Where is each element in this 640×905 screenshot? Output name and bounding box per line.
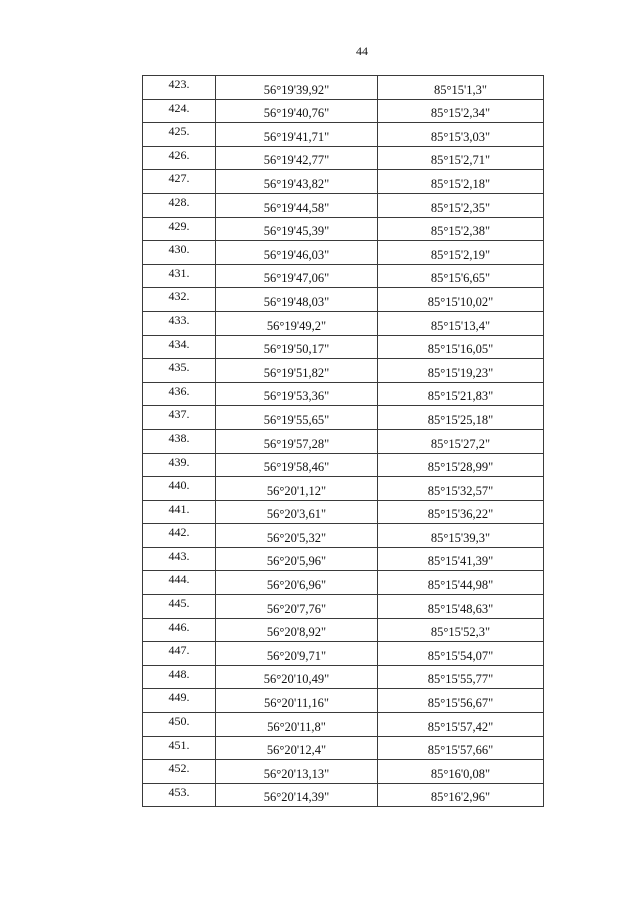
point-number-cell: 451.: [143, 736, 216, 760]
point-number-cell: 445.: [143, 595, 216, 619]
point-number-cell: 428.: [143, 193, 216, 217]
table-row: [143, 642, 544, 666]
table-row: [143, 713, 544, 737]
latitude-cell: 56°20'7,76": [216, 595, 378, 619]
longitude-cell: 85°15'2,19": [378, 241, 544, 265]
point-number-cell: 441.: [143, 500, 216, 524]
longitude-cell: 85°15'2,71": [378, 146, 544, 170]
longitude-cell: 85°15'55,77": [378, 665, 544, 689]
latitude-cell: 56°20'5,32": [216, 524, 378, 548]
longitude-cell: 85°16'2,96": [378, 783, 544, 807]
latitude-cell: 56°19'58,46": [216, 453, 378, 477]
latitude-cell: 56°19'42,77": [216, 146, 378, 170]
longitude-cell: 85°15'19,23": [378, 359, 544, 383]
longitude-cell: 85°15'32,57": [378, 477, 544, 501]
latitude-cell: 56°19'49,2": [216, 311, 378, 335]
table-row: [143, 453, 544, 477]
latitude-cell: 56°19'43,82": [216, 170, 378, 194]
table-row: [143, 264, 544, 288]
table-row: [143, 193, 544, 217]
table-row: [143, 123, 544, 147]
longitude-cell: 85°15'21,83": [378, 382, 544, 406]
longitude-cell: 85°15'48,63": [378, 595, 544, 619]
latitude-cell: 56°20'11,8": [216, 713, 378, 737]
table-row: [143, 76, 544, 100]
point-number-cell: 437.: [143, 406, 216, 430]
longitude-cell: 85°15'2,35": [378, 193, 544, 217]
point-number-cell: 434.: [143, 335, 216, 359]
point-number-cell: 432.: [143, 288, 216, 312]
table-row: [143, 146, 544, 170]
point-number-cell: 433.: [143, 311, 216, 335]
table-row: [143, 288, 544, 312]
latitude-cell: 56°19'53,36": [216, 382, 378, 406]
latitude-cell: 56°19'40,76": [216, 99, 378, 123]
longitude-cell: 85°15'1,3": [378, 76, 544, 100]
latitude-cell: 56°20'14,39": [216, 783, 378, 807]
point-number-cell: 448.: [143, 665, 216, 689]
table-row: [143, 217, 544, 241]
longitude-cell: 85°15'52,3": [378, 618, 544, 642]
latitude-cell: 56°19'51,82": [216, 359, 378, 383]
latitude-cell: 56°19'55,65": [216, 406, 378, 430]
latitude-cell: 56°20'1,12": [216, 477, 378, 501]
point-number-cell: 424.: [143, 99, 216, 123]
point-number-cell: 450.: [143, 713, 216, 737]
longitude-cell: 85°15'2,38": [378, 217, 544, 241]
table-row: [143, 429, 544, 453]
point-number-cell: 443.: [143, 547, 216, 571]
page-number: 44: [356, 44, 368, 58]
latitude-cell: 56°19'39,92": [216, 76, 378, 100]
latitude-cell: 56°20'13,13": [216, 760, 378, 784]
latitude-cell: 56°20'6,96": [216, 571, 378, 595]
latitude-cell: 56°20'9,71": [216, 642, 378, 666]
table-row: [143, 170, 544, 194]
longitude-cell: 85°15'6,65": [378, 264, 544, 288]
table-row: [143, 618, 544, 642]
table-row: [143, 665, 544, 689]
point-number-cell: 425.: [143, 123, 216, 147]
point-number-cell: 453.: [143, 783, 216, 807]
longitude-cell: 85°15'16,05": [378, 335, 544, 359]
point-number-cell: 438.: [143, 429, 216, 453]
table-row: [143, 241, 544, 265]
latitude-cell: 56°19'48,03": [216, 288, 378, 312]
longitude-cell: 85°16'0,08": [378, 760, 544, 784]
point-number-cell: 435.: [143, 359, 216, 383]
longitude-cell: 85°15'54,07": [378, 642, 544, 666]
longitude-cell: 85°15'41,39": [378, 547, 544, 571]
latitude-cell: 56°19'50,17": [216, 335, 378, 359]
point-number-cell: 429.: [143, 217, 216, 241]
longitude-cell: 85°15'25,18": [378, 406, 544, 430]
coordinates-table: [142, 75, 544, 807]
point-number-cell: 426.: [143, 146, 216, 170]
latitude-cell: 56°19'41,71": [216, 123, 378, 147]
longitude-cell: 85°15'13,4": [378, 311, 544, 335]
latitude-cell: 56°19'46,03": [216, 241, 378, 265]
latitude-cell: 56°19'45,39": [216, 217, 378, 241]
point-number-cell: 442.: [143, 524, 216, 548]
longitude-cell: 85°15'27,2": [378, 429, 544, 453]
longitude-cell: 85°15'36,22": [378, 500, 544, 524]
longitude-cell: 85°15'57,42": [378, 713, 544, 737]
point-number-cell: 427.: [143, 170, 216, 194]
point-number-cell: 446.: [143, 618, 216, 642]
latitude-cell: 56°19'47,06": [216, 264, 378, 288]
table-row: [143, 311, 544, 335]
table-row: [143, 359, 544, 383]
latitude-cell: 56°19'57,28": [216, 429, 378, 453]
table-row: [143, 500, 544, 524]
longitude-cell: 85°15'3,03": [378, 123, 544, 147]
point-number-cell: 436.: [143, 382, 216, 406]
table-row: [143, 571, 544, 595]
point-number-cell: 452.: [143, 760, 216, 784]
point-number-cell: 440.: [143, 477, 216, 501]
point-number-cell: 449.: [143, 689, 216, 713]
table-row: [143, 595, 544, 619]
longitude-cell: 85°15'39,3": [378, 524, 544, 548]
latitude-cell: 56°20'12,4": [216, 736, 378, 760]
coordinates-table-body: [143, 76, 544, 807]
table-row: [143, 99, 544, 123]
table-row: [143, 783, 544, 807]
point-number-cell: 439.: [143, 453, 216, 477]
point-number-cell: 431.: [143, 264, 216, 288]
point-number-cell: 430.: [143, 241, 216, 265]
latitude-cell: 56°20'3,61": [216, 500, 378, 524]
table-row: [143, 547, 544, 571]
table-row: [143, 382, 544, 406]
table-row: [143, 760, 544, 784]
longitude-cell: 85°15'2,18": [378, 170, 544, 194]
longitude-cell: 85°15'56,67": [378, 689, 544, 713]
latitude-cell: 56°20'11,16": [216, 689, 378, 713]
longitude-cell: 85°15'10,02": [378, 288, 544, 312]
table-row: [143, 477, 544, 501]
table-row: [143, 689, 544, 713]
latitude-cell: 56°20'5,96": [216, 547, 378, 571]
latitude-cell: 56°20'8,92": [216, 618, 378, 642]
longitude-cell: 85°15'2,34": [378, 99, 544, 123]
longitude-cell: 85°15'57,66": [378, 736, 544, 760]
latitude-cell: 56°19'44,58": [216, 193, 378, 217]
table-row: [143, 406, 544, 430]
longitude-cell: 85°15'28,99": [378, 453, 544, 477]
table-row: [143, 736, 544, 760]
point-number-cell: 444.: [143, 571, 216, 595]
point-number-cell: 423.: [143, 76, 216, 100]
longitude-cell: 85°15'44,98": [378, 571, 544, 595]
point-number-cell: 447.: [143, 642, 216, 666]
table-row: [143, 335, 544, 359]
latitude-cell: 56°20'10,49": [216, 665, 378, 689]
table-row: [143, 524, 544, 548]
